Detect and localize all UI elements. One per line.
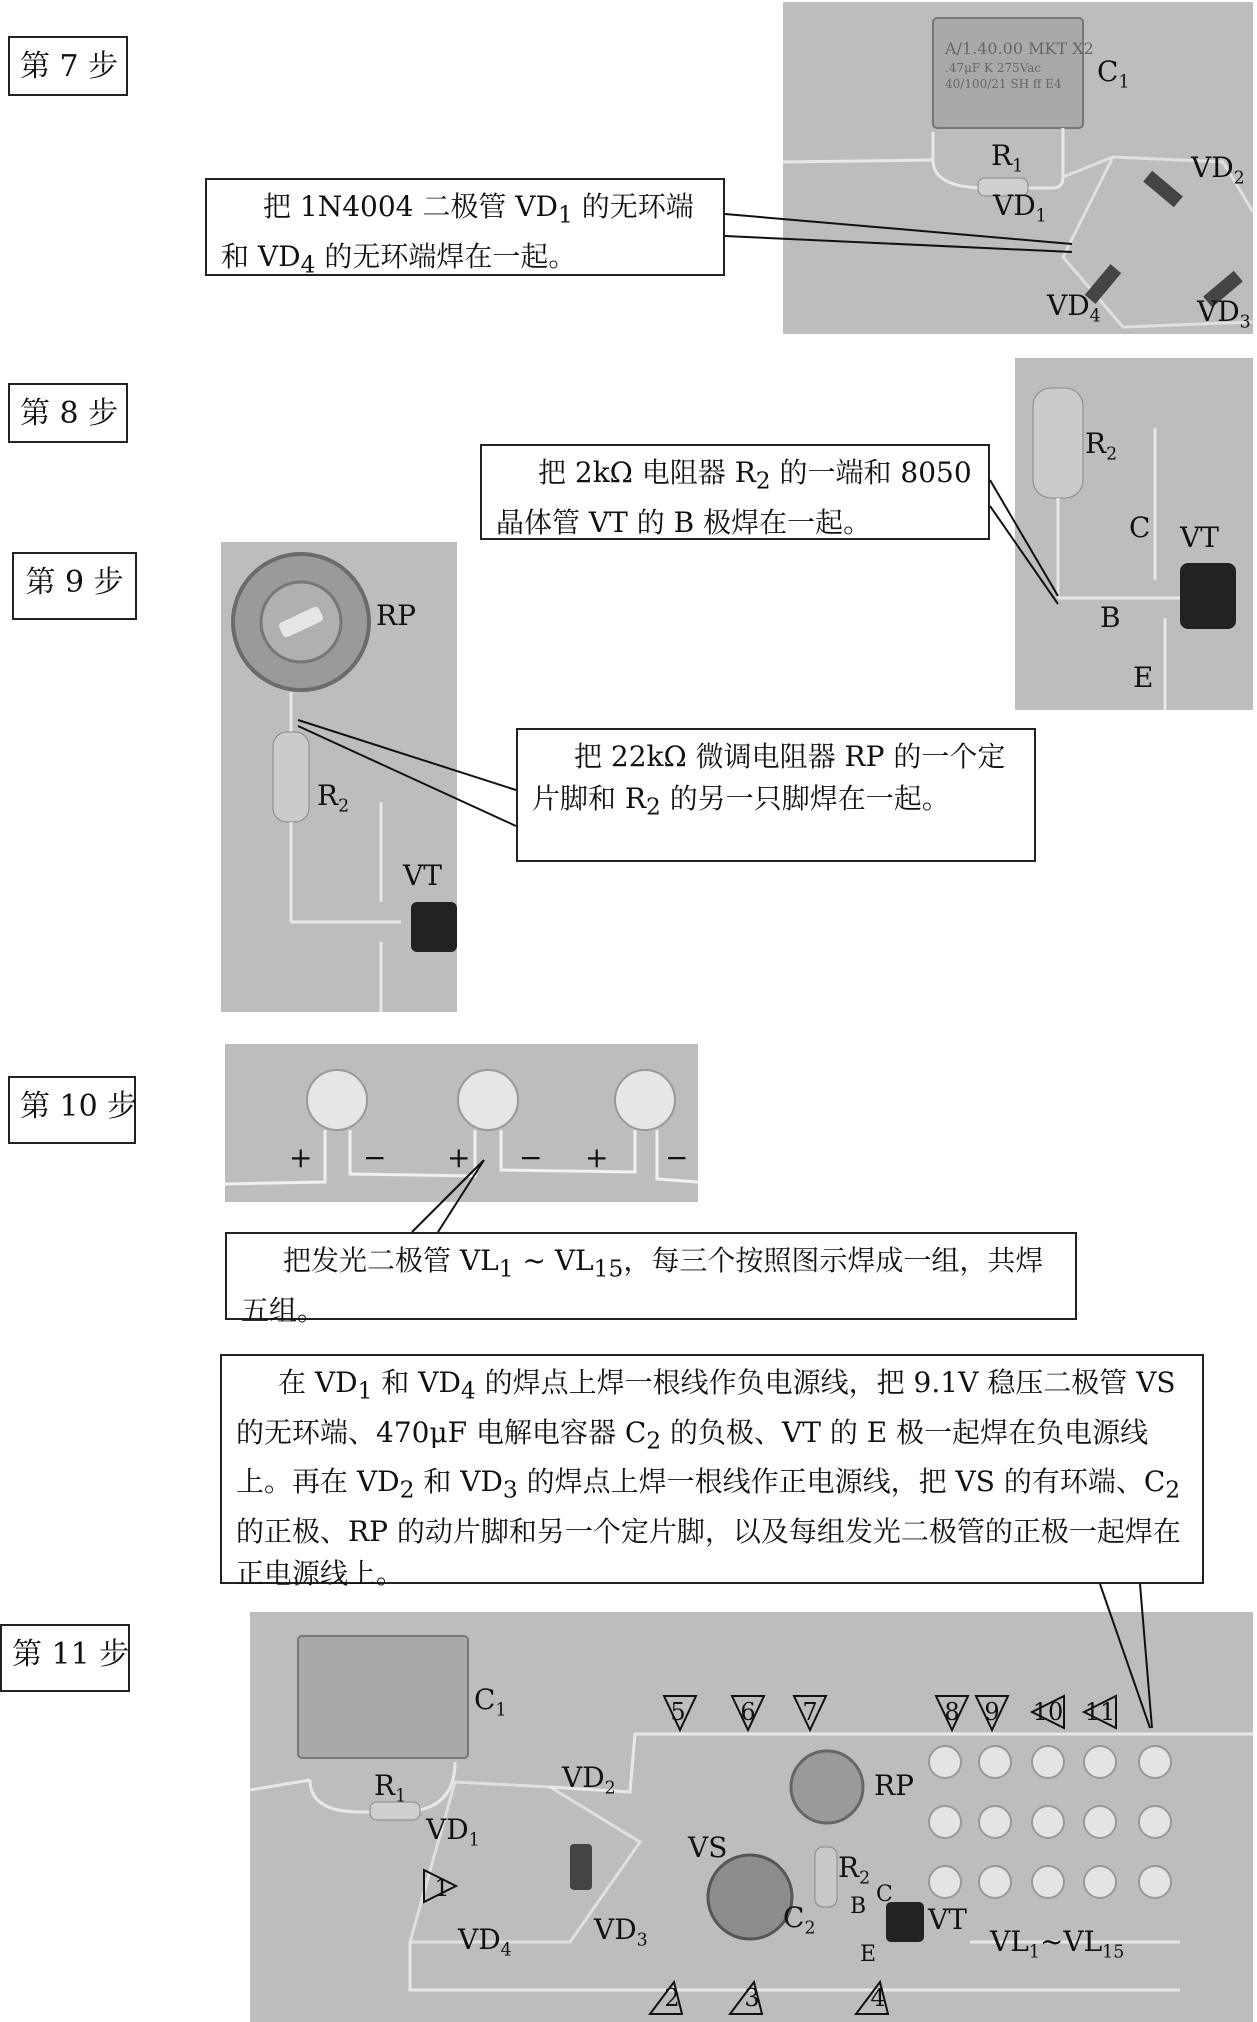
svg-text:A/1.40.00 MKT X2: A/1.40.00 MKT X2 <box>945 39 1094 58</box>
step-11-photo: $C_1$ $R_1$ $VD_1$ $VD_2$ $VD_4$ $VD_3$ VS RP $R_2$ $C_2$ B C E VT $VL_1\sim VL_{15}$ <box>250 1612 1253 2022</box>
step-9-label: 第 9 步 <box>12 552 137 620</box>
step-10-illustration <box>225 1044 698 1202</box>
marker-7: 7 <box>802 1698 818 1726</box>
marker-3: 3 <box>744 1984 760 2012</box>
step-10-photo: + − + − + − <box>225 1044 698 1202</box>
marker-8: 8 <box>944 1698 960 1726</box>
step-9-photo: RP $R_2$ VT <box>221 542 457 1012</box>
marker-11: 11 <box>1084 1698 1116 1726</box>
led-1 <box>307 1070 367 1130</box>
step-9-illustration <box>221 542 457 1012</box>
step-9-note: 把 22kΩ 微调电阻器 RP 的一个定片脚和 $R_2$ 的另一只脚焊在一起。 <box>516 728 1036 862</box>
resistor-r2 <box>1033 388 1083 498</box>
step-7-note: 把 1N4004 二极管 $VD_1$ 的无环端和 $VD_4$ 的无环端焊在一起。 <box>205 178 725 276</box>
step-7-photo: A/1.40.00 MKT X2 .47μF K 275Vac 40/100/21 SH ff E4 $C_1$ $R_1$ $VD_1$ $VD_2$ $VD_4$ $VD_3$ <box>783 2 1253 334</box>
led-2 <box>458 1070 518 1130</box>
step-8-note: 把 2kΩ 电阻器 $R_2$ 的一端和 8050 晶体管 VT 的 B 极焊在一起。 <box>480 444 990 540</box>
svg-text:.47μF K 275Vac: .47μF K 275Vac <box>945 61 1042 75</box>
potentiometer-rp-final <box>791 1751 863 1823</box>
led-3 <box>615 1070 675 1130</box>
step-8-label: 第 8 步 <box>8 383 128 443</box>
step-11-label: 第 11 步 <box>0 1624 130 1692</box>
resistor-r2-step9 <box>273 732 309 822</box>
diode-vd2 <box>1143 171 1183 207</box>
step-11-note: 在 $VD_1$ 和 $VD_4$ 的焊点上焊一根线作负电源线，把 9.1V 稳压二极管 VS 的无环端、470μF 电解电容器 $C_2$ 的负极、VT 的 E 极一起焊在负电源线上。再在 $VD_2$ 和 $VD_3$ 的焊点上焊一根线作正电源线，把 VS 的有环端、$C_2$ 的正极、RP 的动片脚和另一个定片脚，以及每组发光二极管的正极一起焊在正电源线上。 <box>220 1354 1204 1584</box>
step-10-label: 第 10 步 <box>8 1076 136 1144</box>
step-7-label: 第 7 步 <box>8 36 128 96</box>
marker-10: 10 <box>1032 1698 1064 1726</box>
zener-vs <box>570 1844 592 1890</box>
marker-2: 2 <box>664 1984 680 2012</box>
marker-4: 4 <box>870 1984 886 2012</box>
marker-1: 1 <box>434 1874 450 1902</box>
step-10-note: 把发光二极管 $VL_1$ ~ $VL_{15}$，每三个按照图示焊成一组，共焊五组。 <box>225 1232 1077 1320</box>
marker-9: 9 <box>984 1698 1000 1726</box>
marker-6: 6 <box>740 1698 756 1726</box>
svg-text:40/100/21 SH ff E4: 40/100/21 SH ff E4 <box>945 77 1062 91</box>
transistor-vt <box>1180 563 1236 629</box>
led-array <box>929 1746 1171 1898</box>
step-8-photo: $R_2$ C VT B E <box>1015 358 1253 710</box>
capacitor-c2 <box>708 1855 792 1939</box>
marker-5: 5 <box>670 1698 686 1726</box>
transistor-vt-final <box>886 1902 924 1942</box>
capacitor-c1 <box>298 1636 468 1758</box>
